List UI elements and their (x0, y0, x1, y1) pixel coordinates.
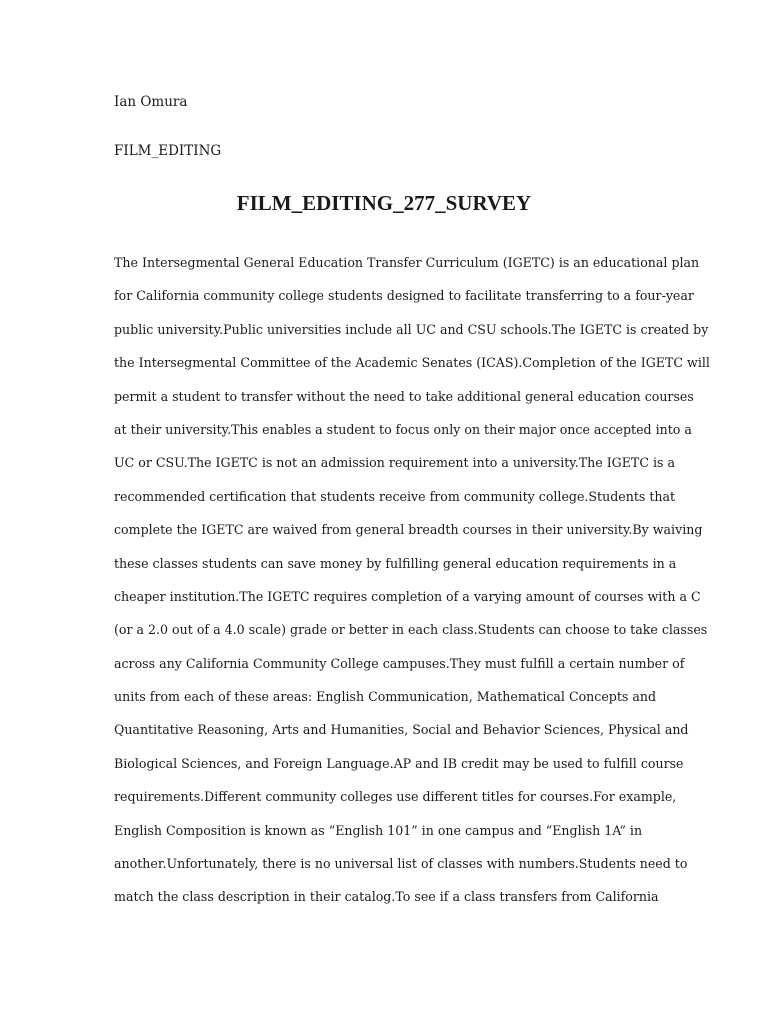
paragraph-line: units from each of these areas: English Communication, Mathematical Concepts and (114, 689, 657, 705)
paragraph-line: The Intersegmental General Education Transfer Curriculum (IGETC) is an educational plan (114, 255, 700, 270)
author-name: Ian Omura (114, 94, 188, 110)
paragraph-line: recommended certification that students receive from community college.Students that (114, 488, 676, 504)
paragraph-line: (or a 2.0 out of a 4.0 scale) grade or better in each class.Students can choose to take classes (114, 622, 708, 638)
paragraph-line: match the class description in their catalog.To see if a class transfers from California (114, 889, 659, 905)
body-text (114, 252, 710, 920)
paragraph-line: public university.Public universities include all UC and CSU schools.The IGETC is created by (114, 321, 709, 337)
paragraph-line: cheaper institution.The IGETC requires completion of a varying amount of courses with a C (114, 588, 701, 604)
paragraph-line: at their university.This enables a student to focus only on their major once accepted into a (114, 421, 692, 437)
paragraph-line: permit a student to transfer without the need to take additional general education courses (114, 388, 694, 404)
paragraph-line: complete the IGETC are waived from general breadth courses in their university.By waiving (114, 522, 703, 538)
paragraph-line: UC or CSU.The IGETC is not an admission requirement into a university.The IGETC is a (114, 455, 675, 471)
paragraph-line: the Intersegmental Committee of the Academic Senates (ICAS).Completion of the IGETC will (114, 355, 710, 371)
course-name: FILM_EDITING (114, 143, 222, 159)
paragraph-line: across any California Community College campuses.They must fulfill a certain number of (114, 655, 685, 671)
paragraph-line: Biological Sciences, and Foreign Language.AP and IB credit may be used to fulfill course (114, 755, 684, 771)
paragraph-line: these classes students can save money by fulfilling general education requirements in a (114, 555, 677, 571)
paragraph-line: requirements.Different community colleges use different titles for courses.For example, (114, 789, 677, 805)
paragraph-line: Quantitative Reasoning, Arts and Humanities, Social and Behavior Sciences, Physical and (114, 722, 689, 738)
paragraph-line: English Composition is known as “English 101” in one campus and “English 1A” in (114, 822, 643, 838)
paragraph-line: for California community college students designed to facilitate transferring to a four-year (114, 288, 694, 304)
document-title: FILM_EDITING_277_SURVEY (236, 191, 532, 215)
paragraph-line: another.Unfortunately, there is no universal list of classes with numbers.Students need to (114, 856, 688, 872)
